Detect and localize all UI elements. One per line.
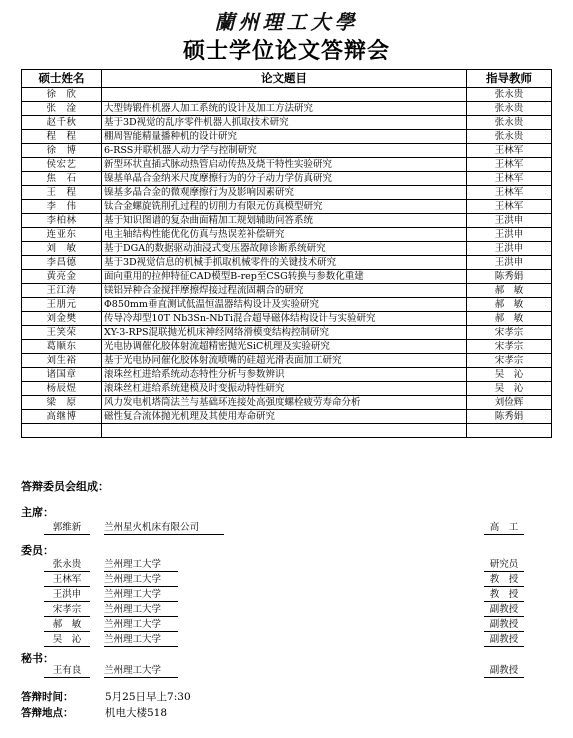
secretary-name: 王有良 [52, 665, 82, 676]
table-row [22, 396, 552, 410]
underline [44, 616, 90, 617]
chair-rank: 高 工 [489, 522, 519, 533]
table-row [22, 298, 552, 312]
student-name-cell [22, 424, 102, 438]
table-row [22, 228, 552, 242]
committee-member-row [44, 573, 524, 587]
table-row [22, 130, 552, 144]
thesis-title-cell: 磁性复合流体抛光机理及其使用寿命研究 [102, 410, 467, 424]
advisor-cell: 郝 敏 [467, 312, 552, 326]
thesis-title-cell: 镁铝异种合金搅拌摩擦焊接过程流固耦合的研究 [102, 284, 467, 298]
committee-member-row [44, 633, 524, 647]
member-org: 兰州理工大学 [104, 604, 162, 615]
advisor-cell: 陈秀娟 [467, 410, 552, 424]
thesis-title-cell: XY-3-RPS混联抛光机床神经网络滑模变结构控制研究 [102, 326, 467, 340]
member-rank: 教 授 [489, 574, 519, 585]
underline [484, 646, 524, 647]
student-name-cell: 李昌德 [22, 256, 102, 270]
advisor-cell: 张永贵 [467, 102, 552, 116]
table-row [22, 144, 552, 158]
advisor-cell: 郝 敏 [467, 298, 552, 312]
table-row [22, 172, 552, 186]
table-row [22, 270, 552, 284]
page-title: 硕士学位论文答辩会 [182, 39, 390, 64]
underline [484, 601, 524, 602]
student-name-cell: 诸国章 [22, 368, 102, 382]
thesis-title-cell [102, 88, 467, 102]
underline [104, 534, 224, 535]
member-name: 郝 敏 [52, 619, 82, 630]
member-rank: 研究员 [489, 559, 519, 570]
underline [44, 586, 90, 587]
advisor-cell: 张永贵 [467, 116, 552, 130]
secretary-row [44, 664, 524, 678]
member-name: 宋孝宗 [52, 604, 82, 615]
thesis-title-cell: 基于3D视觉的乱序零件机器人抓取技术研究 [102, 116, 467, 130]
underline [44, 571, 90, 572]
thesis-title-cell: 基于DGA的数据驱动油浸式变压器故障诊断系统研究 [102, 242, 467, 256]
underline [104, 571, 178, 572]
thesis-title-cell: 棚周智能精量播种机的设计研究 [102, 130, 467, 144]
column-header-thesis-title: 论文题目 [102, 70, 467, 88]
column-header-advisor: 指导教师 [467, 70, 552, 88]
advisor-cell: 王林军 [467, 144, 552, 158]
chair-label: 主席： [21, 506, 54, 519]
student-name-cell: 李 伟 [22, 200, 102, 214]
thesis-title-cell: 电主轴结构性能优化仿真与热误差补偿研究 [102, 228, 467, 242]
student-name-cell: 侯宏艺 [22, 158, 102, 172]
underline [104, 631, 178, 632]
advisor-cell: 宋孝宗 [467, 354, 552, 368]
advisor-cell: 王洪申 [467, 214, 552, 228]
thesis-title-cell: 大型铸锻件机器人加工系统的设计及加工方法研究 [102, 102, 467, 116]
thesis-title-cell: 镍基单晶合金纳米尺度摩擦行为的分子动力学仿真研究 [102, 172, 467, 186]
student-name-cell: 杨辰煜 [22, 382, 102, 396]
table-row [22, 340, 552, 354]
underline [104, 601, 178, 602]
advisor-cell: 宋孝宗 [467, 326, 552, 340]
advisor-cell: 刘俭辉 [467, 396, 552, 410]
advisor-cell: 张永贵 [467, 130, 552, 144]
chair-org: 兰州星火机床有限公司 [104, 522, 200, 533]
advisor-cell: 王林军 [467, 158, 552, 172]
table-row [22, 186, 552, 200]
column-header-student-name: 硕士姓名 [22, 70, 102, 88]
student-name-cell: 高继博 [22, 410, 102, 424]
advisor-cell [467, 424, 552, 438]
table-row [22, 200, 552, 214]
advisor-cell: 王林军 [467, 200, 552, 214]
secretary-org: 兰州理工大学 [104, 665, 162, 676]
student-name-cell: 梁 原 [22, 396, 102, 410]
student-name-cell: 徐 欣 [22, 88, 102, 102]
member-rank: 副教授 [489, 619, 519, 630]
member-name: 王洪申 [52, 589, 82, 600]
chair-name: 郭维新 [52, 522, 82, 533]
advisor-cell: 王洪申 [467, 256, 552, 270]
underline [44, 677, 90, 678]
underline [104, 616, 178, 617]
student-name-cell: 葛顺东 [22, 340, 102, 354]
student-name-cell: 王笑荣 [22, 326, 102, 340]
thesis-title-cell: 基于3D视觉信息的机械手抓取机械零件的关键技术研究 [102, 256, 467, 270]
table-row [22, 312, 552, 326]
defense-time [21, 689, 191, 704]
student-name-cell: 黄亮金 [22, 270, 102, 284]
thesis-title-cell: 滚珠丝杠进给系统建模及时变振动特性研究 [102, 382, 467, 396]
advisor-cell: 王洪申 [467, 228, 552, 242]
student-name-cell: 刘金樊 [22, 312, 102, 326]
student-name-cell: 焦 石 [22, 172, 102, 186]
member-rank: 副教授 [489, 604, 519, 615]
underline [484, 631, 524, 632]
advisor-cell: 郝 敏 [467, 284, 552, 298]
secretary-rank: 副教授 [489, 665, 519, 676]
thesis-title-cell: 基于知识图谱的复杂曲面精加工规划辅助问答系统 [102, 214, 467, 228]
thesis-title-cell: 传导冷却型10T Nb3Sn-NbTi混合超导磁体结构设计与实验研究 [102, 312, 467, 326]
table-row [22, 354, 552, 368]
member-rank: 教 授 [489, 589, 519, 600]
member-name: 吴 沁 [52, 634, 82, 645]
table-header-row [22, 70, 552, 88]
thesis-title-cell: 镍基多晶合金的微观摩擦行为及影响因素研究 [102, 186, 467, 200]
table-row [22, 214, 552, 228]
student-name-cell: 王江涛 [22, 284, 102, 298]
thesis-title-cell: Φ850mm垂直测试低温恒温器结构设计及实验研究 [102, 298, 467, 312]
table-row [22, 326, 552, 340]
student-name-cell: 李柏林 [22, 214, 102, 228]
defense-place-value: 机电大楼518 [105, 707, 168, 719]
student-name-cell: 张 淦 [22, 102, 102, 116]
thesis-title-cell: 基于光电协同催化胶体射流喷嘴的硅超光滑表面加工研究 [102, 354, 467, 368]
table-row [22, 368, 552, 382]
underline [484, 571, 524, 572]
advisor-cell: 宋孝宗 [467, 340, 552, 354]
advisor-cell: 王林军 [467, 172, 552, 186]
student-name-cell: 连亚东 [22, 228, 102, 242]
underline [44, 631, 90, 632]
student-name-cell: 徐 博 [22, 144, 102, 158]
member-org: 兰州理工大学 [104, 574, 162, 585]
defense-time-value: 5月25日早上7:30 [105, 691, 191, 703]
thesis-title-cell: 风力发电机塔筒法兰与基础环连接处高强度螺栓疲劳寿命分析 [102, 396, 467, 410]
underline [44, 601, 90, 602]
table-row [22, 242, 552, 256]
thesis-title-cell [102, 424, 467, 438]
committee-member-row [44, 618, 524, 632]
advisor-cell: 王林军 [467, 186, 552, 200]
underline [44, 534, 90, 535]
student-name-cell: 赵千秋 [22, 116, 102, 130]
underline [484, 616, 524, 617]
advisor-cell: 张永贵 [467, 88, 552, 102]
table-row [22, 88, 552, 102]
chair-row [44, 521, 524, 535]
student-name-cell: 刘 敏 [22, 242, 102, 256]
advisor-cell: 王洪申 [467, 242, 552, 256]
advisor-cell: 陈秀娟 [467, 270, 552, 284]
table-row [22, 284, 552, 298]
member-org: 兰州理工大学 [104, 619, 162, 630]
underline [484, 534, 524, 535]
defense-place [21, 705, 168, 720]
table-row [22, 102, 552, 116]
table-row [22, 158, 552, 172]
committee-member-row [44, 603, 524, 617]
table-row [22, 382, 552, 396]
thesis-title-cell: 6-RSS并联机器人动力学与控制研究 [102, 144, 467, 158]
thesis-title-cell: 滚珠丝杠进给系统动态特性分析与参数辨识 [102, 368, 467, 382]
advisor-cell: 吴 沁 [467, 382, 552, 396]
thesis-title-cell: 光电协调催化胶体射流超精密抛光SiC机理及实验研究 [102, 340, 467, 354]
defense-place-label: 答辩地点： [21, 707, 74, 719]
member-org: 兰州理工大学 [104, 634, 162, 645]
table-row [22, 424, 552, 438]
advisor-cell: 吴 沁 [467, 368, 552, 382]
student-name-cell: 王朋元 [22, 298, 102, 312]
underline [104, 677, 178, 678]
secretary-label: 秘书： [21, 652, 54, 665]
student-name-cell: 王 程 [22, 186, 102, 200]
member-name: 张永贵 [52, 559, 82, 570]
member-org: 兰州理工大学 [104, 559, 162, 570]
committee-member-row [44, 558, 524, 572]
members-label: 委员： [21, 544, 54, 557]
member-rank: 副教授 [489, 634, 519, 645]
table-row [22, 116, 552, 130]
table-row [22, 410, 552, 424]
underline [104, 646, 178, 647]
table-row [22, 256, 552, 270]
defense-schedule-table [21, 69, 552, 438]
university-logo: 蘭州理工大學 [214, 10, 359, 34]
thesis-title-cell: 新型环状直插式脉动热管启动传热及烧干特性实验研究 [102, 158, 467, 172]
student-name-cell: 刘生裕 [22, 354, 102, 368]
member-org: 兰州理工大学 [104, 589, 162, 600]
student-name-cell: 程 程 [22, 130, 102, 144]
underline [484, 586, 524, 587]
thesis-title-cell: 面向重用的拉伸特征CAD模型B-rep至CSG转换与参数化重建 [102, 270, 467, 284]
committee-member-row [44, 588, 524, 602]
defense-time-label: 答辩时间： [21, 691, 74, 703]
underline [44, 646, 90, 647]
thesis-title-cell: 钛合金螺旋铣削孔过程的切削力有限元仿真模型研究 [102, 200, 467, 214]
underline [484, 677, 524, 678]
committee-heading: 答辩委员会组成： [21, 480, 109, 493]
underline [104, 586, 178, 587]
member-name: 王林军 [52, 574, 82, 585]
